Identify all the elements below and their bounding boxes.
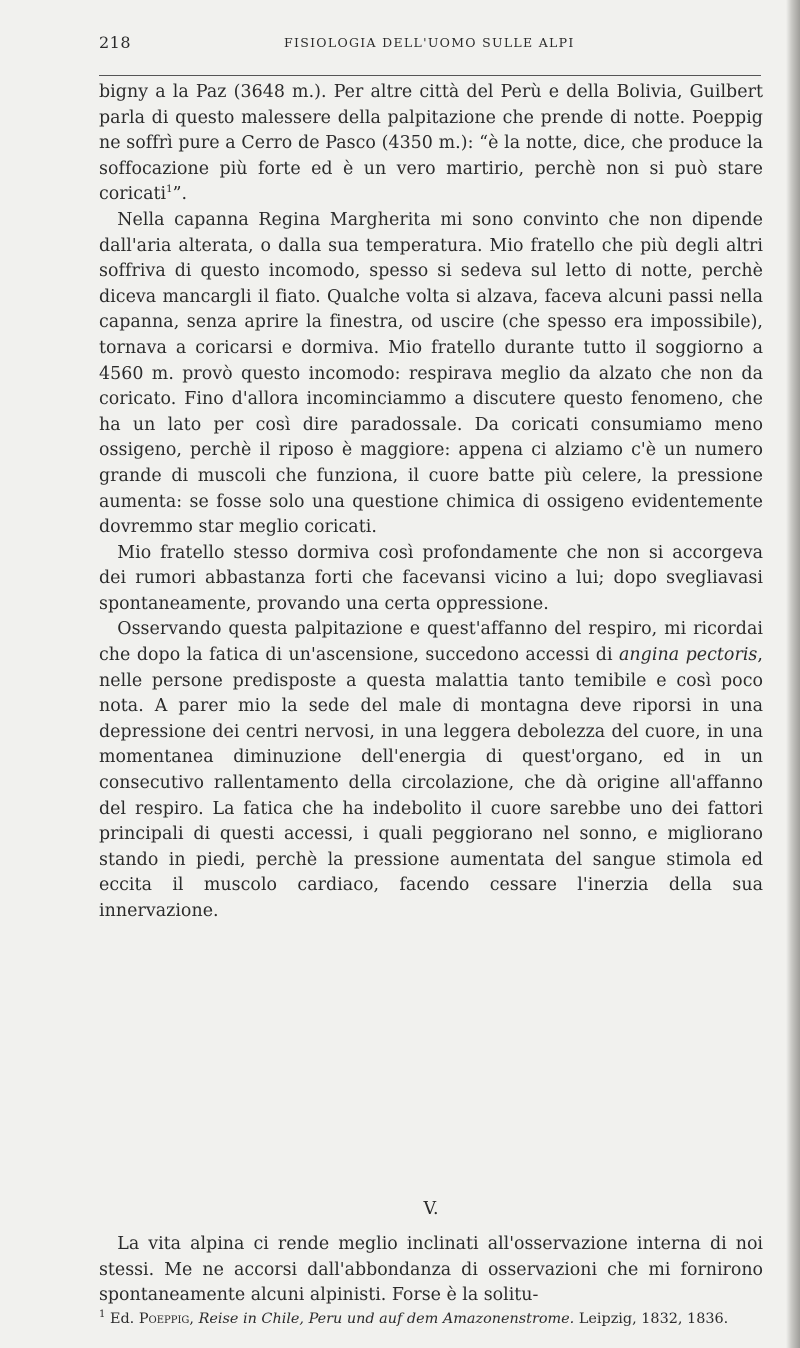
footnote-marker: 1: [99, 1309, 106, 1321]
header-rule: [99, 75, 761, 76]
page-number: 218: [99, 33, 132, 52]
paragraph-2: Nella capanna Regina Margherita mi sono convinto che non dipende dall'aria alterata, o dalla sua temperatura. Mio fratello che più degli altri soffriva di questo incomodo, spesso si sedeva sul letto di notte, perchè diceva mancargli il fiato. Qualche volta si alzava, faceva alcuni passi nella capanna, senza aprire la finestra, od uscire (che spesso era impossibile), tornava a coricarsi e dormiva. Mio fratello durante tutto il soggiorno a 4560 m. provò questo incomodo: respirava meglio da alzato che non da coricato. Fino d'allora incominciammo a discutere questo fenomeno, che ha un lato per così dire paradossale. Da coricati consumiamo meno ossigeno, perchè il riposo è maggiore: appena ci alziamo c'è un numero grande di muscoli che funziona, il cuore batte più celere, la pressione aumenta: se fosse solo una questione chimica di ossigeno evidentemente dovremmo star meglio coricati.: [99, 209, 763, 538]
paragraph-4-rest: , nelle persone predisposte a questa malattia tanto temibile e così poco nota. A parer mio la sede del male di montagna deve riporsi in una depressione dei centri nervosi, in una leggera debolezza del cuore, in una momentanea diminuzione dell'energia di quest'organo, ed in un consecutivo rallentamento della circolazione, che dà origine all'affanno del respiro. La fatica che ha indebolito il cuore sarebbe uno dei fattori principali di questi accessi, i quali peggiorano nel sonno, e migliorano stando in piedi, perchè la pressione aumentata del sangue stimola ed eccita il muscolo cardiaco, facendo cessare l'inerzia della sua innervazione.: [99, 645, 763, 921]
paragraph-4-start: Osservando questa palpitazione e quest'affanno del respiro, mi ricordai che dopo la fatica di un'ascensione, succedono accessi di: [99, 619, 763, 666]
footnote-place-dates: Leipzig, 1832, 1836.: [578, 1311, 729, 1327]
paragraph-1-end: ”.: [172, 184, 188, 205]
paragraph-4: [99, 617, 763, 924]
footnote-author: Poeppig: [138, 1311, 190, 1327]
footnote-reference: 1: [166, 184, 173, 196]
footnote-title: Reise in Chile, Peru und auf dem Amazonenstrome.: [198, 1311, 575, 1327]
section-paragraph: La vita alpina ci rende meglio inclinati all'osservazione interna di noi stessi. Me ne accorsi dall'abbondanza di osservazioni che mi fornirono spontaneamente alcuni alpinisti. Forse è la solitu-: [99, 1234, 763, 1306]
paragraph-3: Mio fratello stesso dormiva così profondamente che non si accorgeva dei rumori abbastanza forti che facevansi vicino a lui; dopo svegliavasi spontaneamente, provando una certa oppressione.: [99, 542, 763, 614]
running-head: FISIOLOGIA DELL'UOMO SULLE ALPI: [284, 35, 575, 50]
section-heading: V.: [423, 1199, 439, 1219]
footnote-author-initial: Ed.: [109, 1311, 135, 1327]
section-text: [99, 1232, 763, 1309]
page-header: [99, 33, 759, 63]
page-edge-shadow: [786, 0, 800, 1348]
paragraph-1-text: bigny a la Paz (3648 m.). Per altre città del Perù e della Bolivia, Guilbert parla di questo malessere della palpitazione che prende di notte. Poeppig ne soffrì pure a Cerro de Pasco (4350 m.): “è la notte, dice, che produce la soffocazione più forte ed è un vero martirio, perchè non si può stare coricati: [99, 82, 763, 205]
main-text: [99, 80, 763, 925]
footnote: $^1$ Ed. Poeppig, Reise in Chile, Peru und auf dem Amazonenstrome. Leipzig, 1832, 1836.: [99, 1309, 729, 1327]
paragraph-1: [99, 80, 763, 208]
italic-term: angina pectoris: [619, 645, 758, 666]
